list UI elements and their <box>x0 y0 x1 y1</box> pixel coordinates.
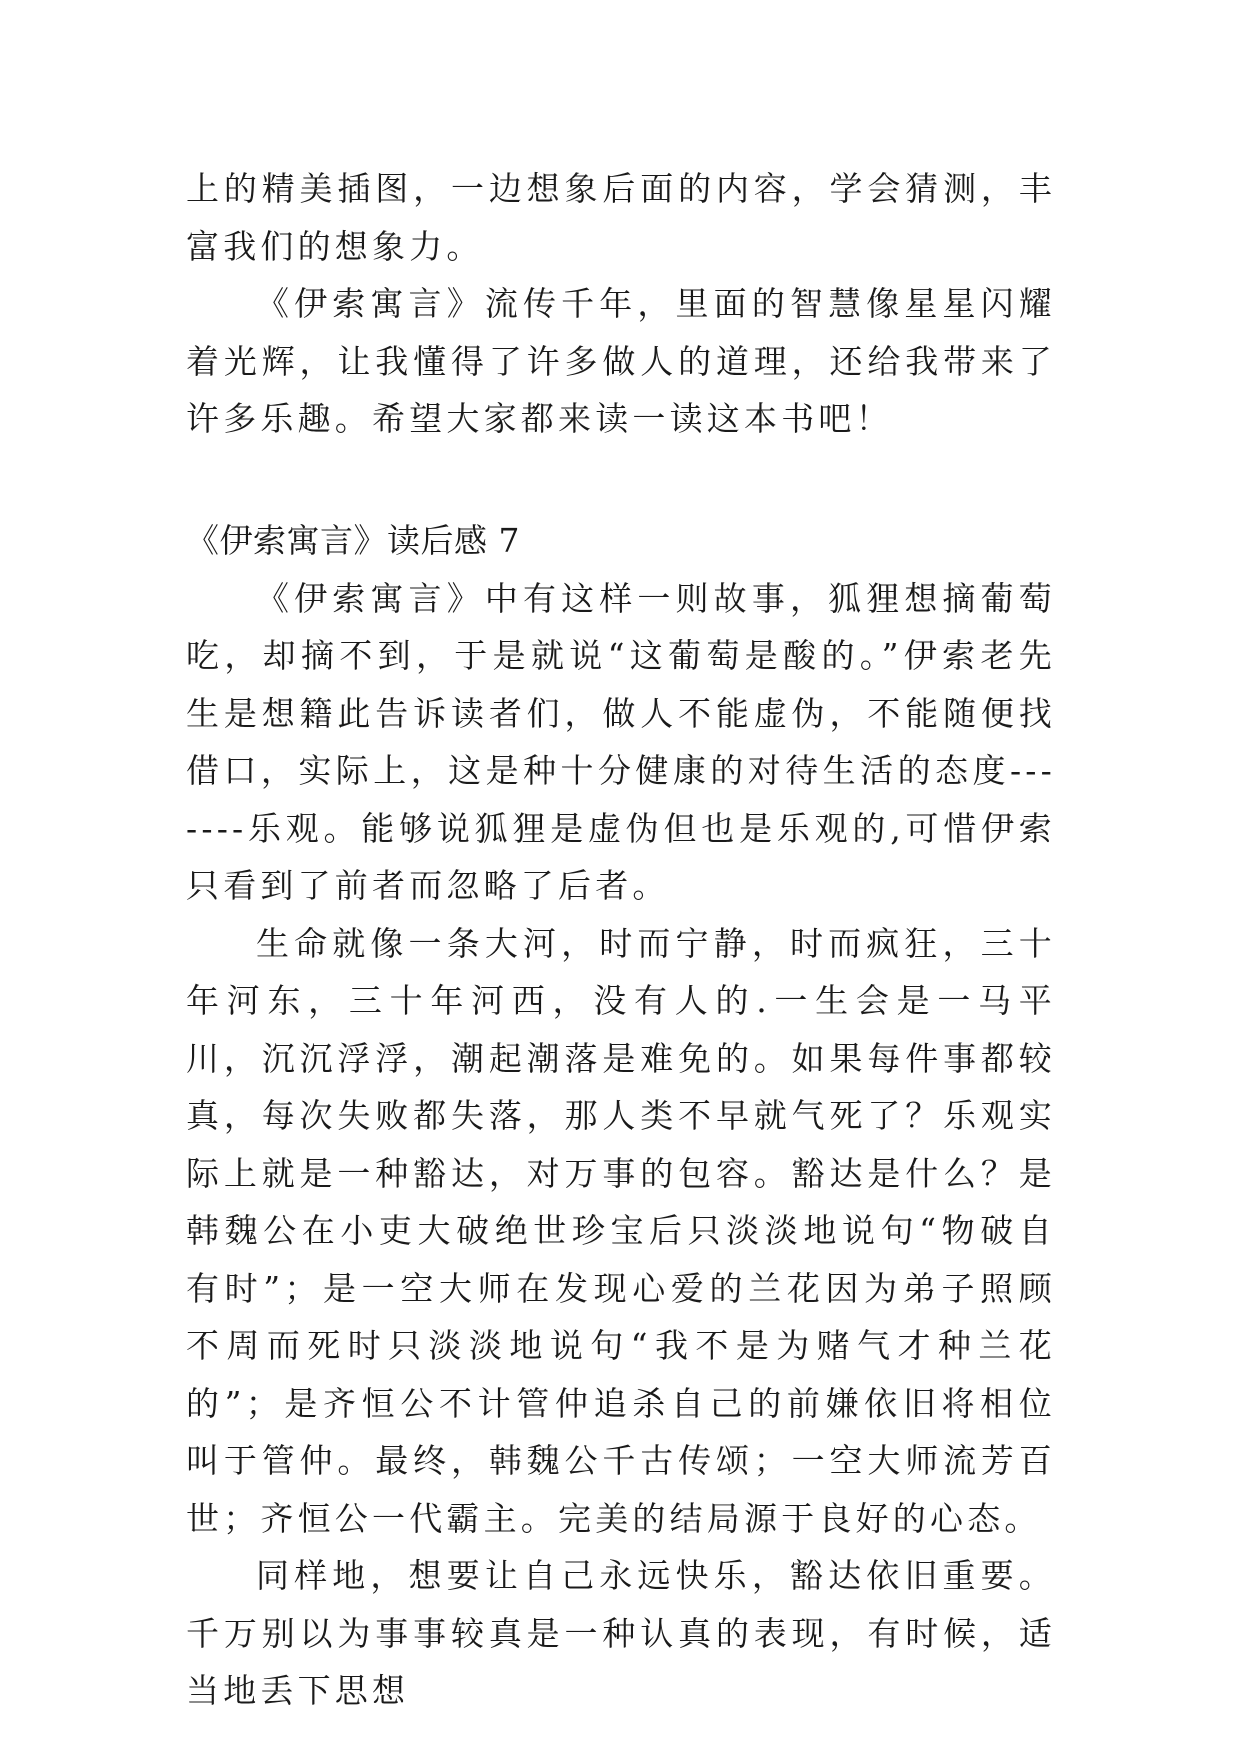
section-heading: 《伊索寓言》读后感 7 <box>186 520 520 560</box>
document-body <box>186 160 1056 1720</box>
paragraph-life-river: 生命就像一条大河，时而宁静，时而疯狂，三十年河东，三十年河西，没有人的.一生会是一马平川，沉沉浮浮，潮起潮落是难免的。如果每件事都较真，每次失败都失落，那人类不早就气死了？乐观实际上就是一种豁达，对万事的包容。豁达是什么？是韩魏公在小吏大破绝世珍宝后只淡淡地说句“物破自有时”；是一空大师在发现心爱的兰花因为弟子照顾不周而死时只淡淡地说句“我不是为赌气才种兰花的”；是齐恒公不计管仲追杀自己的前嫌依旧将相位叫于管仲。最终，韩魏公千古传颂；一空大师流芳百世；齐恒公一代霸主。完美的结局源于良好的心态。 <box>186 923 1056 1538</box>
paragraph-happiness: 同样地，想要让自己永远快乐，豁达依旧重要。千万别以为事事较真是一种认真的表现，有时候，适当地丢下思想 <box>186 1556 1056 1710</box>
paragraph-fox-story: 《伊索寓言》中有这样一则故事，狐狸想摘葡萄吃，却摘不到，于是就说“这葡萄是酸的。”伊索老先生是想籍此告诉读者们，做人不能虚伪，不能随便找借口，实际上，这是种十分健康的对待生活的态度-------乐观。能够说狐狸是虚伪但也是乐观的,可惜伊索只看到了前者而忽略了后者。 <box>186 578 1056 905</box>
paragraph-conclusion: 《伊索寓言》流传千年，里面的智慧像星星闪耀着光辉，让我懂得了许多做人的道理，还给我带来了许多乐趣。希望大家都来读一读这本书吧！ <box>186 284 1056 438</box>
paragraph-continuation: 上的精美插图，一边想象后面的内容，学会猜测，丰富我们的想象力。 <box>186 169 1056 266</box>
